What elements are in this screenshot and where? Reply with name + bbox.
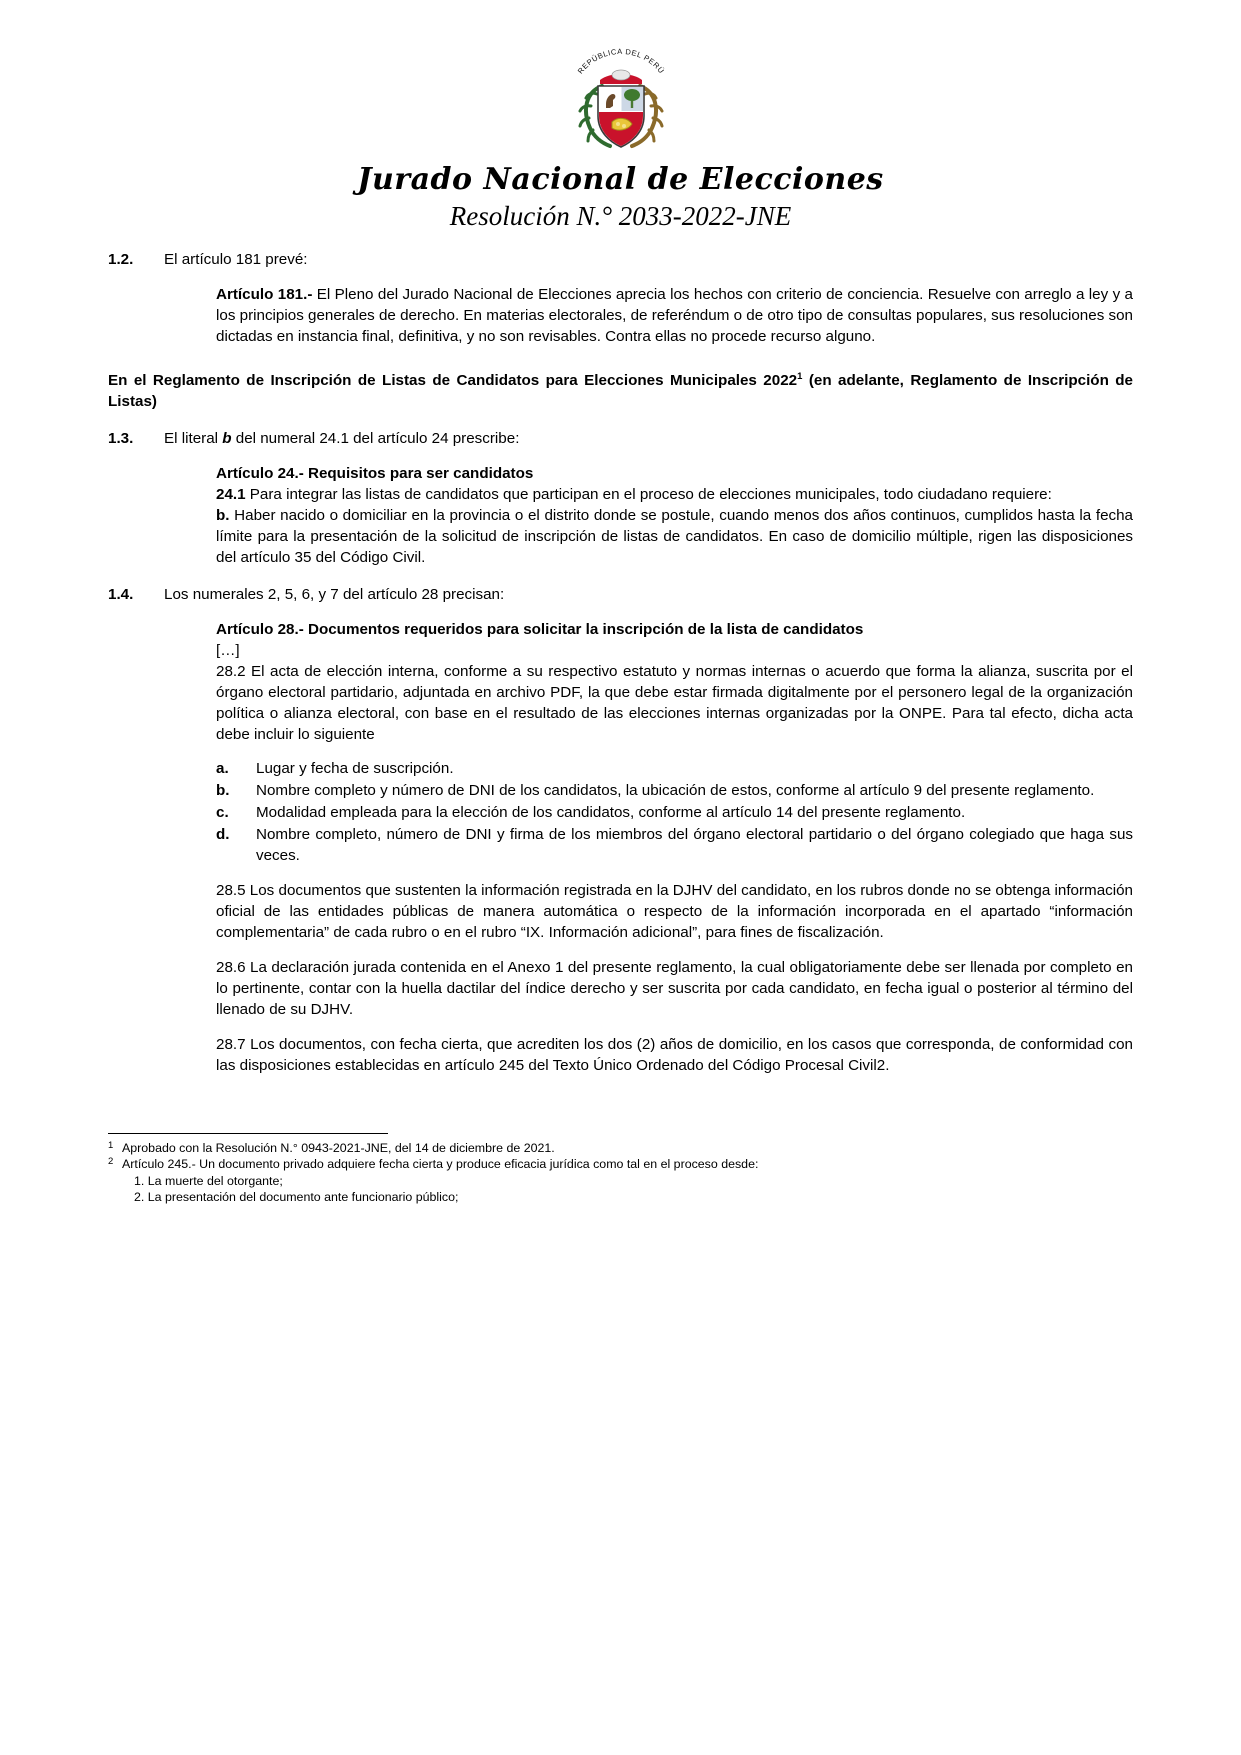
lead-suffix: del numeral 24.1 del artículo 24 prescribe: (231, 429, 520, 447)
para-24-1-b-text: Haber nacido o domiciliar en la provincia o el distrito donde se postule, cuando menos dos años continuos, cumplidos hasta la fecha límite para la presentación de la solicitud de inscripción de listas de candidatos. En caso de domicilio múltiple, rigen las disposiciones del artículo 35 del Código Civil. (216, 506, 1133, 566)
item-lead-text (164, 429, 1133, 450)
quote-articulo-181 (216, 285, 1133, 348)
list-item (216, 825, 1133, 867)
list-item-text: Modalidad empleada para la elección de los candidatos, conforme al artículo 14 del presente reglamento. (256, 804, 966, 822)
quote-article-label: Artículo 181.- (216, 285, 313, 303)
footnote-text: Artículo 245.- Un documento privado adquiere fecha cierta y produce eficacia jurídica como tal en el proceso desde: (122, 1157, 759, 1172)
document-body (108, 250, 1133, 1077)
item-number: 1.4. (108, 585, 134, 603)
list-item-label: a. (216, 760, 229, 778)
footnote-marker: 1 (108, 1140, 114, 1152)
lead-prefix: El literal (164, 429, 223, 447)
list-item-label: d. (216, 826, 230, 844)
list-item-text: Lugar y fecha de suscripción. (256, 760, 454, 778)
quote-article-text: El Pleno del Jurado Nacional de Elecciones aprecia los hechos con criterio de conciencia. Resuelve con arreglo a ley y a los principios generales de derecho. En materias electorales, de referéndum o de otro tipo de consultas populares, sus resoluciones son dictadas en instancia final, definitiva, y no son revisables. Contra ellas no procede recurso alguno. (216, 285, 1133, 345)
numbered-item-1-2 (108, 250, 1133, 271)
reglamento-heading-part1: En el Reglamento de Inscripción de Listas de Candidatos para Elecciones Municipales 2022 (108, 371, 798, 389)
footnote-divider (108, 1133, 388, 1134)
footnote-2-subitem: 1. La muerte del otorgante; (134, 1173, 283, 1188)
footnote-ref-1: 1 (797, 370, 803, 382)
footnote-2-subitem: 2. La presentación del documento ante funcionario público; (134, 1190, 459, 1205)
lettered-list-28-2 (216, 759, 1133, 867)
quote-articulo-28-continuacion (216, 881, 1133, 1077)
quote-article-28-title: Artículo 28.- Documentos requeridos para solicitar la inscripción de la lista de candidatos (216, 620, 864, 638)
list-item-label: b. (216, 782, 230, 800)
list-item-text: Nombre completo y número de DNI de los candidatos, la ubicación de estos, conforme al artículo 9 del presente reglamento. (256, 782, 1095, 800)
list-item-text: Nombre completo, número de DNI y firma de los miembros del órgano electoral partidario o del órgano colegiado que haga sus veces. (256, 826, 1133, 865)
para-28-6: 28.6 La declaración jurada contenida en el Anexo 1 del presente reglamento, la cual obligatoriamente debe ser llenada por completo en lo pertinente, contar con la huella dactilar del índice derecho y ser suscrita por cada candidato, en fecha igual o posterior al término del llenado de su DJHV. (216, 959, 1133, 1019)
numbered-item-1-4 (108, 585, 1133, 606)
footnote-2 (108, 1156, 1133, 1172)
item-number: 1.2. (108, 251, 134, 268)
list-item (216, 781, 1133, 802)
list-item (216, 803, 1133, 824)
quote-articulo-24 (216, 464, 1133, 569)
footnotes-section (108, 1133, 1133, 1206)
reglamento-heading (108, 370, 1133, 413)
quote-articulo-28 (216, 620, 1133, 746)
ellipsis-marker: […] (216, 641, 240, 659)
svg-text:REPÚBLICA DEL PERÚ: REPÚBLICA DEL PERÚ (575, 46, 666, 76)
footnote-1 (108, 1140, 1133, 1156)
list-item (216, 759, 1133, 780)
footnote-text: Aprobado con la Resolución N.° 0943-2021-JNE, del 14 de diciembre de 2021. (122, 1141, 555, 1156)
quote-article-24-title: Artículo 24.- Requisitos para ser candidatos (216, 464, 534, 482)
lead-italic-literal: b (222, 429, 232, 447)
list-item-label: c. (216, 804, 229, 822)
para-28-7: 28.7 Los documentos, con fecha cierta, que acrediten los dos (2) años de domicilio, en los casos que corresponda, de conformidad con las disposiciones establecidas en artículo 245 del Texto Único Ordenado del Código Procesal Civil2. (216, 1036, 1133, 1075)
para-28-2: 28.2 El acta de elección interna, conforme a su respectivo estatuto y normas internas o acuerdo que forma la alianza, suscrita por el órgano electoral partidario, adjuntada en archivo PDF, la que debe estar firmada digitalmente por el personero legal de la organización política o alianza electoral, con base en el resultado de las elecciones internas organizadas por la ONPE. Para tal efecto, dicha acta debe incluir lo siguiente (216, 662, 1133, 743)
reglamento-heading-part2: (en adelante, Reglamento de Inscripción de Listas) (108, 371, 1133, 410)
para-24-1-b-label: b. (216, 506, 230, 524)
item-lead-text: Los numerales 2, 5, 6, y 7 del artículo 28 precisan: (164, 585, 505, 603)
item-number: 1.3. (108, 429, 134, 447)
peru-coat-of-arms-icon (556, 42, 686, 160)
organization-title: Jurado Nacional de Elecciones (357, 162, 884, 197)
item-lead-text: El artículo 181 prevé: (164, 251, 308, 268)
document-header (108, 42, 1133, 232)
footnote-marker: 2 (108, 1156, 114, 1168)
para-28-5: 28.5 Los documentos que sustenten la información registrada en la DJHV del candidato, en los rubros donde no se obtenga información oficial de las entidades públicas de manera automática o respecto de la información incorporada en el apartado “información complementaria” de cada rubro o en el rubro “IX. Información adicional”, para fines de fiscalización. (216, 882, 1133, 942)
para-24-1-text: Para integrar las listas de candidatos que participan en el proceso de elecciones municipales, todo ciudadano requiere: (245, 485, 1052, 503)
para-24-1-label: 24.1 (216, 485, 246, 503)
numbered-item-1-3 (108, 429, 1133, 450)
resolution-title: Resolución N.° 2033-2022-JNE (449, 201, 792, 231)
